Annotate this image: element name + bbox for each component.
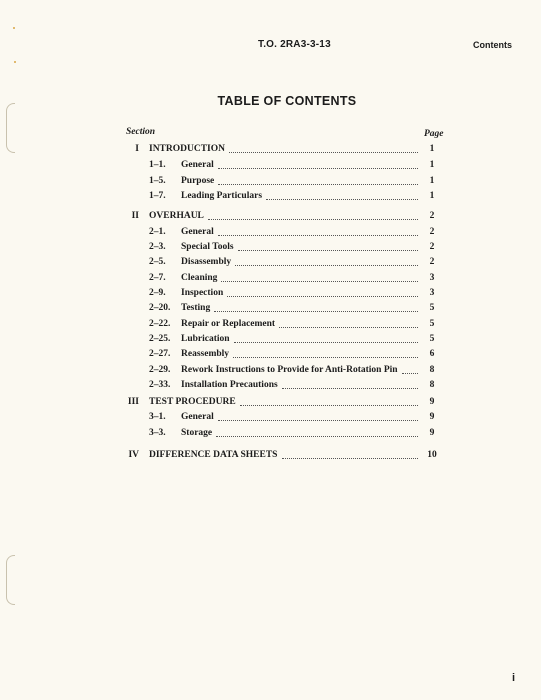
- entry-number: 2–20.: [149, 303, 171, 313]
- leader-dots: [208, 207, 418, 220]
- entry-number: 2–29.: [149, 365, 171, 375]
- leader-dots: [227, 284, 418, 297]
- leader-dots: [279, 315, 418, 328]
- toc-entry-row: [0, 348, 541, 360]
- entry-page-number: 5: [429, 334, 435, 344]
- toc-entry-row: [0, 190, 541, 202]
- leader-dots: [233, 345, 418, 358]
- entry-page-number: 9: [429, 412, 435, 422]
- entry-title: Rework Instructions to Provide for Anti-Rotation Pin: [181, 365, 398, 375]
- toc-section-row: [0, 396, 541, 408]
- entry-number: 1–1.: [149, 160, 166, 170]
- entry-number: 1–7.: [149, 191, 166, 201]
- entry-title: Lubrication: [181, 334, 230, 344]
- toc-entry-row: [0, 318, 541, 330]
- entry-page-number: 5: [429, 303, 435, 313]
- toc-entry-row: [0, 159, 541, 171]
- leader-dots: [282, 446, 418, 459]
- entry-number: 2–22.: [149, 319, 171, 329]
- toc-entry-row: [0, 226, 541, 238]
- leader-dots: [214, 299, 418, 312]
- leader-dots: [240, 393, 418, 406]
- toc-entry-row: [0, 379, 541, 391]
- section-numeral: IV: [128, 450, 139, 460]
- leader-dots: [218, 223, 418, 236]
- entry-page-number: 2: [429, 227, 435, 237]
- entry-title: Testing: [181, 303, 211, 313]
- section-numeral: I: [135, 144, 139, 154]
- entry-title: General: [181, 227, 214, 237]
- leader-dots: [218, 156, 418, 169]
- page-title: TABLE OF CONTENTS: [217, 94, 357, 108]
- toc-entry-row: [0, 364, 541, 376]
- leader-dots: [402, 361, 418, 374]
- column-header-page: Page: [424, 129, 444, 139]
- entry-number: 2–9.: [149, 288, 166, 298]
- section-title: OVERHAUL: [149, 211, 204, 221]
- scan-speck: [13, 27, 15, 29]
- toc-entry-row: [0, 256, 541, 268]
- entry-page-number: 3: [429, 273, 435, 283]
- entry-title: General: [181, 160, 214, 170]
- entry-title: Storage: [181, 428, 213, 438]
- toc-section-row: [0, 210, 541, 222]
- leader-dots: [235, 253, 418, 266]
- entry-title: Leading Particulars: [181, 191, 263, 201]
- entry-title: Cleaning: [181, 273, 218, 283]
- leader-dots: [234, 330, 418, 343]
- section-title: TEST PROCEDURE: [149, 397, 236, 407]
- section-page-number: 10: [427, 450, 437, 460]
- entry-page-number: 6: [429, 349, 435, 359]
- section-title: INTRODUCTION: [149, 144, 226, 154]
- leader-dots: [238, 238, 418, 251]
- leader-dots: [221, 269, 418, 282]
- section-numeral: III: [127, 397, 139, 407]
- entry-number: 2–33.: [149, 380, 171, 390]
- toc-section-row: [0, 143, 541, 155]
- entry-page-number: 3: [429, 288, 435, 298]
- entry-title: Repair or Replacement: [181, 319, 276, 329]
- entry-page-number: 1: [429, 160, 435, 170]
- binding-hole-mark-bottom: [6, 555, 15, 605]
- entry-page-number: 1: [429, 191, 435, 201]
- leader-dots: [229, 140, 418, 153]
- entry-number: 2–1.: [149, 227, 166, 237]
- toc-entry-row: [0, 175, 541, 187]
- toc-entry-row: [0, 333, 541, 345]
- toc-entry-row: [0, 241, 541, 253]
- entry-number: 1–5.: [149, 176, 166, 186]
- entry-page-number: 8: [429, 365, 435, 375]
- leader-dots: [218, 408, 418, 421]
- page-folio: i: [512, 672, 516, 684]
- entry-page-number: 9: [429, 428, 435, 438]
- column-header-section: Section: [126, 127, 156, 137]
- entry-number: 2–25.: [149, 334, 171, 344]
- entry-number: 2–27.: [149, 349, 171, 359]
- entry-title: Purpose: [181, 176, 215, 186]
- section-numeral: II: [131, 211, 139, 221]
- leader-dots: [218, 172, 418, 185]
- entry-page-number: 2: [429, 242, 435, 252]
- entry-number: 2–5.: [149, 257, 166, 267]
- entry-title: Inspection: [181, 288, 224, 298]
- leader-dots: [282, 376, 418, 389]
- entry-title: Reassembly: [181, 349, 230, 359]
- toc-entry-row: [0, 272, 541, 284]
- entry-title: Installation Precautions: [181, 380, 278, 390]
- toc-entry-row: [0, 411, 541, 423]
- entry-number: 3–3.: [149, 428, 166, 438]
- section-title: DIFFERENCE DATA SHEETS: [149, 450, 278, 460]
- section-page-number: 2: [429, 211, 435, 221]
- toc-section-row: [0, 449, 541, 461]
- entry-page-number: 2: [429, 257, 435, 267]
- leader-dots: [216, 424, 418, 437]
- toc-entry-row: [0, 302, 541, 314]
- entry-number: 2–7.: [149, 273, 166, 283]
- entry-title: General: [181, 412, 214, 422]
- running-head-section: Contents: [473, 40, 512, 50]
- entry-number: 2–3.: [149, 242, 166, 252]
- scan-speck: [14, 61, 16, 63]
- entry-page-number: 5: [429, 319, 435, 329]
- section-page-number: 9: [429, 397, 435, 407]
- entry-page-number: 8: [429, 380, 435, 390]
- entry-title: Disassembly: [181, 257, 232, 267]
- document-number: T.O. 2RA3-3-13: [258, 39, 331, 50]
- leader-dots: [266, 187, 418, 200]
- toc-entry-row: [0, 427, 541, 439]
- entry-number: 3–1.: [149, 412, 166, 422]
- entry-page-number: 1: [429, 176, 435, 186]
- binding-hole-mark-top: [6, 103, 15, 153]
- toc-entry-row: [0, 287, 541, 299]
- entry-title: Special Tools: [181, 242, 234, 252]
- section-page-number: 1: [429, 144, 435, 154]
